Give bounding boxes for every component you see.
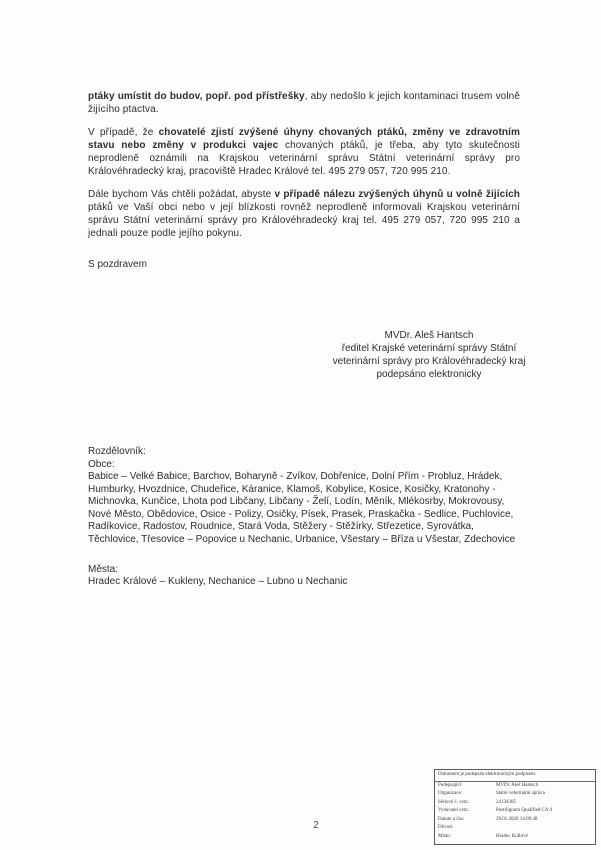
stamp-row <box>435 782 595 791</box>
bold-text-segment: chovatelé zjistí zvýšené úhyny chovaných ptáků, změny ve zdravotním stavu nebo změny v produkci vajec <box>88 127 520 151</box>
stamp-row-value: PostSignum Qualified CA 4 <box>496 808 552 813</box>
signatory-title-line2: veterinární správy pro Královéhradecký kraj <box>332 356 526 367</box>
letter-body <box>88 90 526 589</box>
bold-text-segment: v případě nálezu zvýšených úhynů u volně žijících <box>274 189 520 200</box>
stamp-row-value: 24134305 <box>496 799 516 805</box>
stamp-row-label: Organizace: <box>438 791 463 796</box>
electronic-signature-note: podepsáno elektronicky <box>376 369 482 380</box>
stamp-row-label: Sériové č. cert.: <box>438 799 470 805</box>
stamp-row-value: Státní veterinární správa <box>496 791 545 796</box>
text-segment: ptáků ve Vaší obci nebo v její blízkosti rovněž neprodleně informovali Krajskou veterinární správu Státní veterinární správy pro Královéhradecký kraj tel. 495 279 057, 720 995 210 a jednali pouze podle jejího pokynu. <box>88 202 520 239</box>
cities-list: Hradec Králové – Kukleny, Nechanice – Lubno u Nechanic <box>88 576 348 587</box>
paragraph-wild-bird-reporting <box>88 188 520 240</box>
stamp-row-value: 29.01.2026 14:09:48 <box>496 816 538 822</box>
stamp-row-value <box>496 824 592 833</box>
stamp-row <box>435 790 595 799</box>
stamp-rows <box>435 782 595 842</box>
municipalities-list: Babice – Velké Babice, Barchov, Boharyně - Zvíkov, Dobřenice, Dolní Přím - Probluz, Hrádek, Humburky, Hvozdnice, Chudeřice, Káranice, Klamoš, Kobylice, Kosice, Kosičky, Kratonohy - Michnovka, Kunčice, Lhota pod Libčany, Libčany - Želí, Lodín, Měník, Mlékosrby, Mokrovousy, Nové Město, Obědovice, Osice - Polizy, Osičky, Písek, Prasek, Praskačka - Sedlice, Puchlovice, Radíkovice, Radostov, Roudnice, Stará Voda, Stěžery - Stěžírky, Střezetice, Syrovátka, Těchlovice, Třesovice – Popovice u Nechanic, Urbanice, Všestary – Bříza u Všestar, Zdechovice <box>88 471 516 545</box>
stamp-row-label: Datum a čas: <box>438 816 465 822</box>
electronic-signature-stamp <box>434 769 596 845</box>
page-number: 2 <box>313 820 319 831</box>
text-segment: V případě, že <box>88 127 159 138</box>
distribution-section <box>88 445 520 589</box>
closing-salutation: S pozdravem <box>88 259 147 270</box>
text-segment: chovaných ptáků, je třeba, aby tyto skutečnosti neprodleně oznámili na Krajskou veterinární správu Státní veterinární správy pro Královéhradecký kraj, pracoviště Hradec Králové tel. 495 279 057, 720 995 210. <box>88 140 520 177</box>
stamp-row-value: MVDr. Aleš Hantsch <box>496 782 539 788</box>
text-segment: , aby nedošlo k jejich kontaminaci trusem volně žijícího ptactva. <box>88 91 520 115</box>
paragraph-shelter-instruction <box>88 90 520 116</box>
stamp-row-label: Důvod: <box>438 825 453 830</box>
bold-text-segment: ptáky umístit do budov, popř. pod přístřešky <box>88 91 305 102</box>
stamp-row-label: Místo: <box>438 833 452 839</box>
signature-block <box>323 329 535 381</box>
stamp-header: Dokument je podepsán elektronickým podpisem. <box>435 770 595 782</box>
stamp-row-value: Hradec Králové <box>496 833 528 839</box>
stamp-row-label: Podepsající: <box>438 782 463 788</box>
stamp-row-label: Vydavatel cert.: <box>438 808 470 813</box>
cities-label: Města: <box>88 564 119 575</box>
distribution-heading: Rozdělovník: <box>88 446 146 457</box>
text-segment: Dále bychom Vás chtěli požádat, abyste <box>88 189 275 200</box>
signatory-title-line1: ředitel Krajské veterinární správy Státní <box>341 343 517 354</box>
paragraph-breeder-reporting <box>88 126 520 178</box>
stamp-row <box>435 833 595 842</box>
stamp-row <box>435 807 595 816</box>
stamp-row <box>435 816 595 825</box>
municipalities-label: Obce: <box>88 459 115 470</box>
stamp-row <box>435 799 595 808</box>
signatory-name: MVDr. Aleš Hantsch <box>384 330 474 341</box>
stamp-row <box>435 824 595 833</box>
